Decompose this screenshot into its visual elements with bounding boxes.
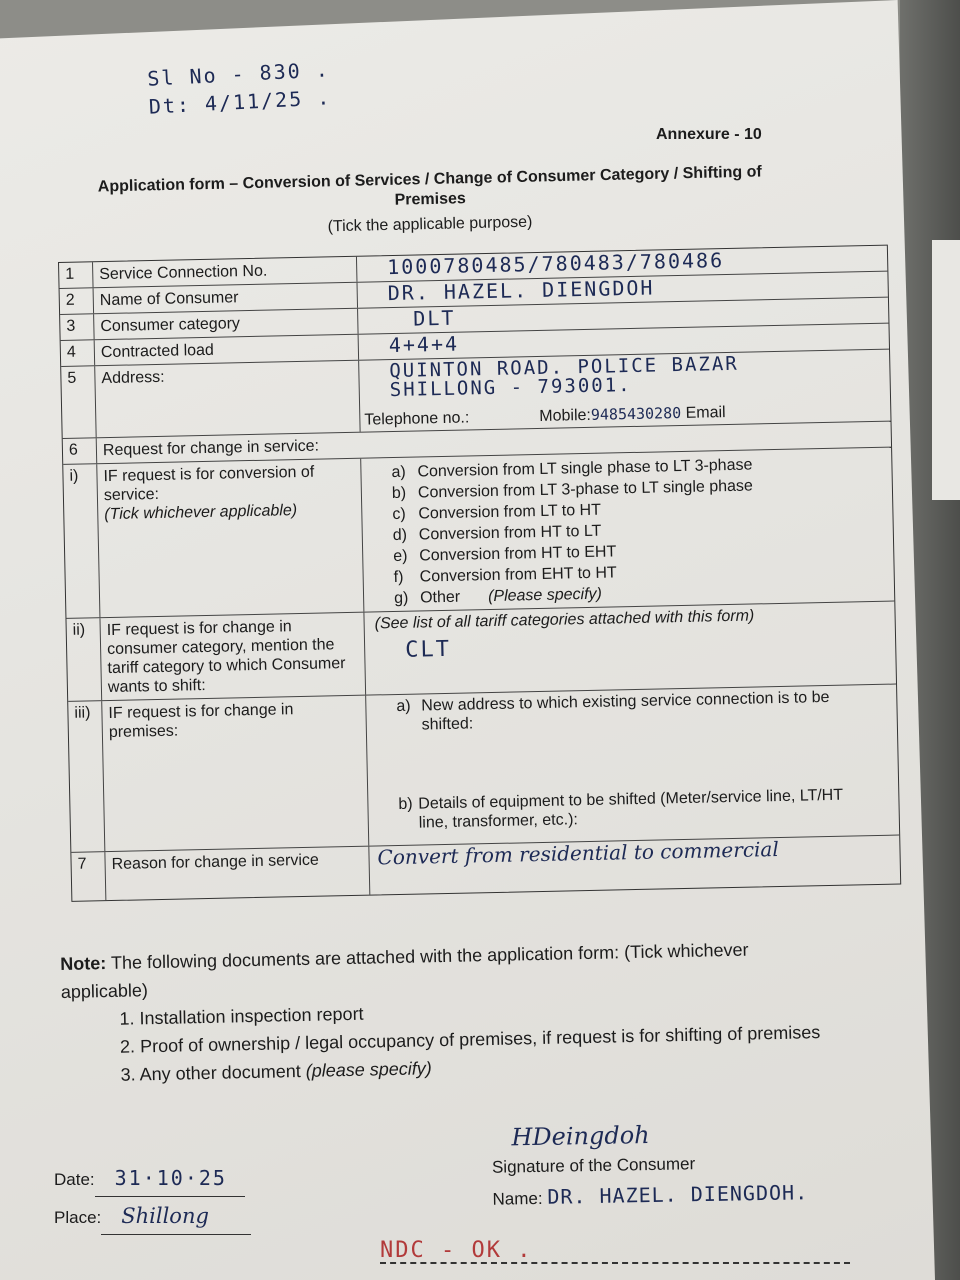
service-connection-value: 1000780485/780483/780486 <box>386 248 725 280</box>
signature-scribble: HDeingdoh <box>511 1121 650 1152</box>
consumer-category-value: DLT <box>413 305 456 331</box>
conversion-options <box>361 448 894 612</box>
table-row: 7 Reason for change in service Convert from residential to commercial <box>71 836 900 901</box>
table-row: 1 Service Connection No. 1000780485/780483/780486 <box>59 246 887 289</box>
shift-address-field[interactable]: a) New address to which existing service connection is to be shifted: <box>396 688 830 734</box>
place-value: Shillong <box>101 1198 251 1235</box>
table-row: i) IF request is for conversion of service: (Tick whichever applicable) a) Conversion from LT single phase to LT 3-phase b) Conversion from LT 3-phase to LT single phase c) Conversion from LT to HT d) Conversion from HT to LT e) Conversion from HT to EHT f) Conversion from EHT to HT g) Other (Please specify) <box>63 448 894 619</box>
address-value: QUINTON ROAD. POLICE BAZAR SHILLONG - 793001. Telephone no.: Mobile:9485430280 Email <box>359 350 890 432</box>
conversion-option-a[interactable]: a) Conversion from LT single phase to LT 3-phase <box>391 456 753 482</box>
table-row: 3 Consumer category DLT <box>60 298 888 341</box>
application-form-table <box>58 245 901 902</box>
document-item[interactable]: 1. Installation inspection report <box>119 1003 364 1029</box>
table-row: iii) IF request is for change in premises: a) New address to which existing service connection is to be shifted: b) Details of equipment to be shifted (Meter/service line, LT/HT line, transformer, etc.): <box>68 685 899 853</box>
notes-section: Note: The following documents are attached with the application form: (Tick whichever applicable) 1. Installation inspection report 2. Proof of ownership / legal occupancy of premises, if request is for shifting of premises 3. Any other document (please specify) <box>60 934 843 1090</box>
consumer-name-signature: DR. HAZEL. DIENGDOH. <box>547 1180 809 1209</box>
date-place-block: Date: 31·10·25 Place: Shillong <box>54 1160 251 1236</box>
conversion-option-c[interactable]: c) Conversion from LT to HT <box>392 501 602 524</box>
table-row: 6 Request for change in service: <box>63 422 891 465</box>
table-row: 4 Contracted load 4+4+4 <box>61 324 889 367</box>
conversion-option-b[interactable]: b) Conversion from LT 3-phase to LT single phase <box>391 477 754 503</box>
table-row: 5 Address: QUINTON ROAD. POLICE BAZAR SHILLONG - 793001. Telephone no.: Mobile:9485430280 Email <box>61 350 890 439</box>
consumer-name-value: DR. HAZEL. DIENGDOH <box>387 275 655 306</box>
signature-block: HDeingdoh Signature of the Consumer Name: DR. HAZEL. DIENGDOH. <box>491 1117 808 1214</box>
contracted-load-value: 4+4+4 <box>388 331 460 358</box>
form-title: Application form – Conversion of Services / Change of Consumer Category / Shifting of Premises <box>97 163 762 209</box>
document-item[interactable]: 3. Any other document (please specify) <box>120 1058 432 1085</box>
tariff-category-value: CLT <box>404 636 452 663</box>
signature-label: Signature of the Consumer <box>491 1154 696 1177</box>
table-row: 2 Name of Consumer DR. HAZEL. DIENGDOH <box>60 272 888 315</box>
ndc-note: NDC - OK . <box>380 1238 533 1263</box>
table-row: ii) IF request is for change in consumer category, mention the tariff category to which Consumer wants to shift: (See list of all tariff categories attached with this form) CLT <box>66 602 896 702</box>
dashed-line <box>380 1262 850 1264</box>
conversion-option-e[interactable]: e) Conversion from HT to EHT <box>393 543 617 566</box>
handwritten-reference: Sl No - 830 . Dt: 4/11/25 . <box>146 57 332 119</box>
conversion-option-f[interactable]: f) Conversion from EHT to HT <box>393 564 617 587</box>
document-item[interactable]: 2. Proof of ownership / legal occupancy of premises, if request is for shifting of premises <box>119 1022 821 1057</box>
conversion-option-d[interactable]: d) Conversion from HT to LT <box>392 522 602 545</box>
form-subtitle: (Tick the applicable purpose) <box>327 213 533 236</box>
contact-line: Telephone no.: Mobile:9485430280 Email <box>364 403 726 429</box>
shift-equipment-field[interactable]: b) Details of equipment to be shifted (Meter/service line, LT/HT line, transformer, etc.): <box>398 786 843 832</box>
annexure-label: Annexure - 10 <box>656 126 762 143</box>
reason-value: Convert from residential to commercial <box>377 837 779 870</box>
conversion-option-g[interactable]: g) Other (Please specify) <box>393 585 603 608</box>
adjacent-document-edge <box>932 240 960 500</box>
date-value: 31·10·25 <box>95 1160 245 1197</box>
